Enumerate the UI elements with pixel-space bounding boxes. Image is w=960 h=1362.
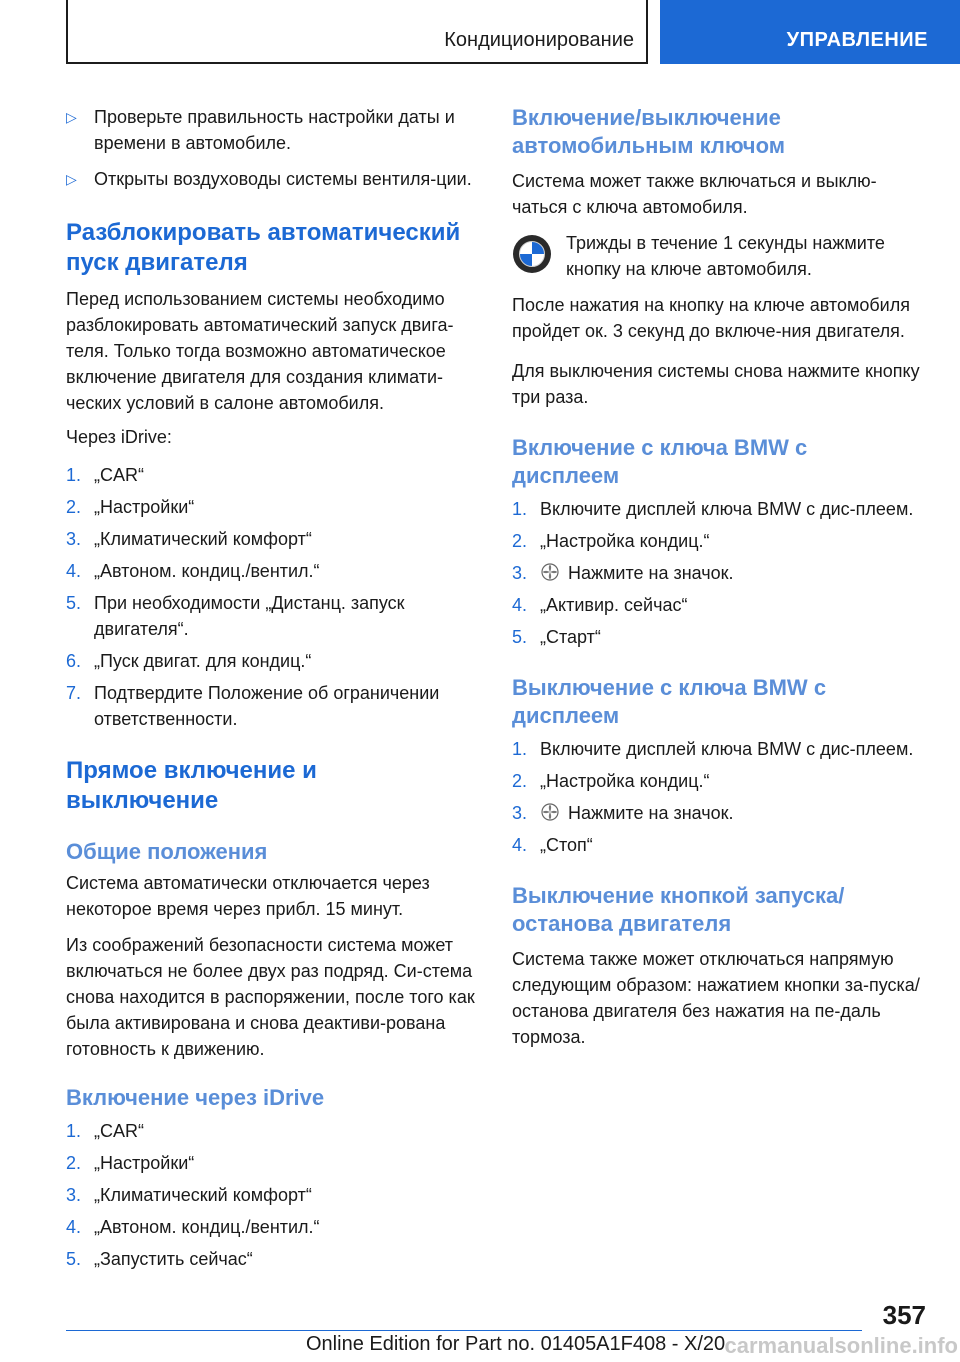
step-number: 5. — [66, 1249, 82, 1269]
step-number: 1. — [66, 465, 82, 485]
heading-on-display: Включение с ключа BMW с дисплеем — [512, 435, 808, 488]
heading-key: Включение/выключение автомобильным ключом — [512, 105, 786, 158]
watermark: carmanualsonline.info — [724, 1333, 958, 1358]
step-text: Включите дисплей ключа BMW с дис-плеем. — [540, 499, 914, 519]
bullet-text: Проверьте правильность настройки даты и времени в автомобиле. — [94, 107, 455, 153]
step-number: 4. — [66, 561, 82, 581]
general-paragraph-2: Из соображений безопасности система может включаться не более двух раз подряд. Си-стема снова находится в распоряжении, после того как была активирована и снова деактиви-рована готовность к движению. — [66, 935, 475, 1059]
heading-idrive: Включение через iDrive — [66, 1085, 325, 1110]
step-text: „Запустить сейчас“ — [94, 1249, 253, 1269]
list-item — [66, 1150, 480, 1176]
step-text: „Стоп“ — [540, 835, 593, 855]
header-section-box — [66, 0, 648, 64]
step-number: 5. — [66, 593, 82, 613]
edition-text: Online Edition for Part no. 01405A1F408 - X/20 — [306, 1333, 726, 1355]
list-item — [66, 590, 480, 642]
list-item — [66, 462, 480, 488]
list-item — [66, 1214, 480, 1240]
step-text: При необходимости „Дистанц. запуск двигателя“. — [94, 593, 405, 639]
general-paragraph-1: Система автоматически отключается через некоторое время через прибл. 15 минут. — [66, 873, 430, 919]
list-item — [512, 768, 922, 794]
step-number: 3. — [512, 563, 528, 583]
step-number: 3. — [512, 803, 528, 823]
step-text: „Настройки“ — [94, 497, 195, 517]
step-number: 2. — [66, 497, 82, 517]
step-number: 3. — [66, 1185, 82, 1205]
step-text: „Старт“ — [540, 627, 601, 647]
step-number: 2. — [512, 771, 528, 791]
step-text: „Настройки“ — [94, 1153, 195, 1173]
step-number: 2. — [66, 1153, 82, 1173]
step-text: „CAR“ — [94, 1121, 144, 1141]
autostart-body: Перед использованием системы необходимо разблокировать автоматический запуск двига-теля. Только тогда возможно автоматическое включение двигателя для создания климати-ческих условий в салоне автомобиля. — [66, 289, 454, 413]
bmw-logo-icon — [512, 234, 552, 274]
header-chapter-box — [660, 0, 960, 64]
list-item — [66, 558, 480, 584]
heading-general: Общие положения — [66, 839, 268, 864]
step-number: 7. — [66, 683, 82, 703]
on-display-steps — [512, 496, 922, 650]
bullet-text: Открыты воздуховоды системы вентиля-ции. — [94, 169, 472, 189]
idrive-steps — [66, 1118, 480, 1272]
list-item — [512, 528, 922, 554]
step-text: „Активир. сейчас“ — [540, 595, 688, 615]
button-paragraph: Система также может отключаться напрямую следующим образом: нажатием кнопки за-пуска/останова двигателя без нажатия на пе-даль тормоза. — [512, 949, 920, 1047]
list-item — [66, 526, 480, 552]
off-display-steps — [512, 736, 922, 858]
key-paragraph-1: Система может также включаться и выклю-чаться с ключа автомобиля. — [512, 171, 877, 217]
step-number: 1. — [512, 499, 528, 519]
step-text: „Автоном. кондиц./вентил.“ — [94, 1217, 320, 1237]
step-text: „Настройка кондиц.“ — [540, 771, 710, 791]
step-number: 4. — [512, 595, 528, 615]
list-item — [66, 1246, 480, 1272]
heading-off-display: Выключение с ключа BMW с дисплеем — [512, 675, 827, 728]
list-item — [66, 104, 480, 156]
step-number: 4. — [512, 835, 528, 855]
autostart-steps — [66, 462, 480, 732]
step-number: 1. — [512, 739, 528, 759]
step-number: 6. — [66, 651, 82, 671]
heading-button: Выключение кнопкой запуска/остановa двигателя — [512, 883, 845, 936]
key-paragraph-3: Для выключения системы снова нажмите кнопку три раза. — [512, 361, 920, 407]
prerequisite-list — [66, 104, 480, 192]
heading-autostart: Разблокировать автоматический пуск двигателя — [66, 219, 461, 276]
list-item — [512, 592, 922, 618]
step-text: Подтвердите Положение об ограничении ответственности. — [94, 683, 440, 729]
list-item — [66, 680, 480, 732]
step-number: 4. — [66, 1217, 82, 1237]
list-item — [66, 166, 480, 192]
step-number: 1. — [66, 1121, 82, 1141]
triangle-bullet-icon: ▷ — [66, 171, 77, 187]
list-item — [512, 736, 922, 762]
step-text: Включите дисплей ключа BMW с дис-плеем. — [540, 739, 914, 759]
step-text: „Климатический комфорт“ — [94, 1185, 312, 1205]
step-text: „CAR“ — [94, 465, 144, 485]
list-item — [512, 496, 922, 522]
fan-icon — [540, 802, 560, 822]
right-column — [512, 104, 922, 1050]
via-idrive-label: Через iDrive: — [66, 427, 172, 447]
triangle-bullet-icon: ▷ — [66, 109, 77, 125]
step-text: „Автоном. кондиц./вентил.“ — [94, 561, 320, 581]
key-press-text: Трижды в течение 1 секунды нажмите кнопку на ключе автомобиля. — [566, 233, 885, 279]
list-item — [66, 494, 480, 520]
list-item — [66, 1118, 480, 1144]
step-text: Нажмите на значок. — [568, 563, 734, 583]
key-paragraph-2: После нажатия на кнопку на ключе автомобиля пройдет ок. 3 секунд до включе-ния двигателя. — [512, 295, 910, 341]
step-text: Нажмите на значок. — [568, 803, 734, 823]
list-item — [66, 1182, 480, 1208]
step-text: „Пуск двигат. для кондиц.“ — [94, 651, 312, 671]
list-item — [66, 648, 480, 674]
page-number: 357 — [882, 1300, 926, 1330]
step-number: 2. — [512, 531, 528, 551]
heading-direct: Прямое включение и выключение — [66, 757, 317, 814]
step-number: 5. — [512, 627, 528, 647]
list-item — [512, 560, 922, 586]
step-text: „Климатический комфорт“ — [94, 529, 312, 549]
section-title: Кондиционирование — [444, 29, 634, 51]
list-item — [512, 624, 922, 650]
left-column — [66, 104, 480, 1272]
chapter-title: УПРАВЛЕНИЕ — [786, 29, 928, 51]
key-instruction — [512, 230, 922, 282]
fan-icon — [540, 562, 560, 582]
list-item — [512, 832, 922, 858]
step-number: 3. — [66, 529, 82, 549]
list-item — [512, 800, 922, 826]
footer-rule — [66, 1330, 862, 1331]
step-text: „Настройка кондиц.“ — [540, 531, 710, 551]
